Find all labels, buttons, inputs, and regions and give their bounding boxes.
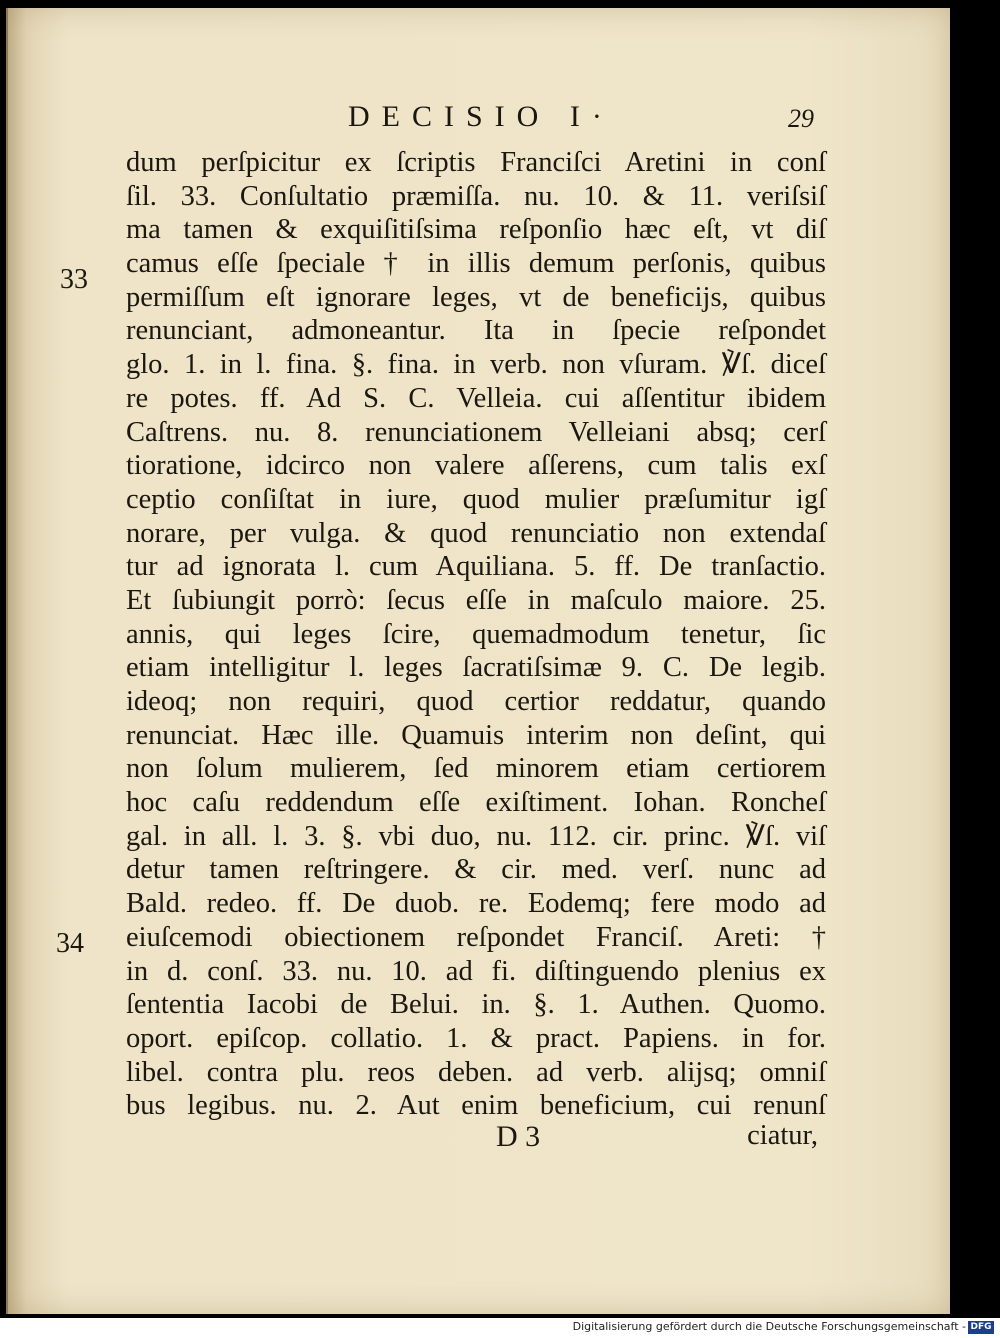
- text-line: ſil. 33. Conſultatio præmiſſa. nu. 10. & 11. veriſsiſ: [126, 180, 826, 212]
- running-header: DECISIO I·: [348, 100, 614, 133]
- text-line: ceptio conſiſtat in iure, quod mulier præſumitur igſ: [126, 483, 826, 515]
- text-line: etiam intelligitur l. leges ſacratiſsimæ 9. C. De legib.: [126, 652, 826, 684]
- text-line: libel. contra plu. reos deben. ad verb. alijsq; omniſ: [126, 1056, 826, 1088]
- text-line: in d. conſ. 33. nu. 10. ad fi. diſtinguendo plenius ex: [126, 955, 826, 987]
- text-line: camus eſſe ſpeciale † in illis demum perſonis, quibus: [126, 248, 826, 280]
- text-line: oport. epiſcop. collatio. 1. & pract. Papiens. in for.: [126, 1022, 826, 1054]
- text-line: Et ſubiungit porrò: ſecus eſſe in maſculo maiore. 25.: [126, 584, 826, 616]
- text-line: permiſſum eſt ignorare leges, vt de beneficijs, quibus: [126, 281, 826, 313]
- signature-line: [126, 1120, 826, 1154]
- book-page: [6, 8, 950, 1314]
- signature-mark: D 3: [496, 1120, 541, 1153]
- text-line: annis, qui leges ſcire, quemadmodum tenetur, ſic: [126, 618, 826, 650]
- text-line: gal. in all. l. 3. §. vbi duo, nu. 112. cir. princ. ℣ſ. viſ: [126, 820, 826, 852]
- funding-credit: Digitalisierung gefördert durch die Deutsche Forschungsgemeinschaft -: [572, 1320, 966, 1333]
- text-line: Bald. redeo. ff. De duob. re. Eodemq; fere modo ad: [126, 888, 826, 920]
- text-line: tioratione, idcirco non valere aſſerens, cum talis exſ: [126, 450, 826, 482]
- text-line: ma tamen & exquiſitiſsima reſponſio hæc eſt, vt diſ: [126, 214, 826, 246]
- text-line: re potes. ff. Ad S. C. Velleia. cui aſſentitur ibidem: [126, 382, 826, 414]
- text-line: tur ad ignorata l. cum Aquiliana. 5. ff. De tranſactio.: [126, 551, 826, 583]
- text-line: bus legibus. nu. 2. Aut enim beneficium, cui renunſ: [126, 1090, 826, 1122]
- margin-note-33: 33: [60, 264, 88, 295]
- text-line: eiuſcemodi obiectionem reſpondet Franciſ. Areti: †: [126, 921, 826, 953]
- body-text: [126, 146, 826, 1123]
- text-line: glo. 1. in l. fina. §. fina. in verb. non vſuram. ℣ſ. diceſ: [126, 349, 826, 381]
- text-line: Caſtrens. nu. 8. renunciationem Velleiani absq; cerſ: [126, 416, 826, 448]
- text-line: renunciat. Hæc ille. Quamuis interim non deſint, qui: [126, 719, 826, 751]
- text-line: renunciant, admoneantur. Ita in ſpecie reſpondet: [126, 315, 826, 347]
- dfg-logo-icon: DFG: [968, 1321, 994, 1334]
- text-line: detur tamen reſtringere. & cir. med. verſ. nunc ad: [126, 854, 826, 886]
- text-line: dum perſpicitur ex ſcriptis Franciſci Aretini in conſ: [126, 147, 826, 178]
- text-line: hoc caſu reddendum eſſe exiſtiment. Iohan. Roncheſ: [126, 787, 826, 819]
- page-number: 29: [788, 104, 814, 133]
- text-line: ideoq; non requiri, quod certior reddatur, quando: [126, 686, 826, 717]
- text-line: ſententia Iacobi de Belui. in. §. 1. Authen. Quomo.: [126, 989, 826, 1021]
- margin-note-34: 34: [56, 928, 84, 959]
- text-line: non ſolum mulierem, ſed minorem etiam certiorem: [126, 753, 826, 785]
- footer-bar: [0, 1318, 1000, 1338]
- text-line: norare, per vulga. & quod renunciatio non extendaſ: [126, 517, 826, 549]
- catchword: ciatur,: [747, 1120, 818, 1151]
